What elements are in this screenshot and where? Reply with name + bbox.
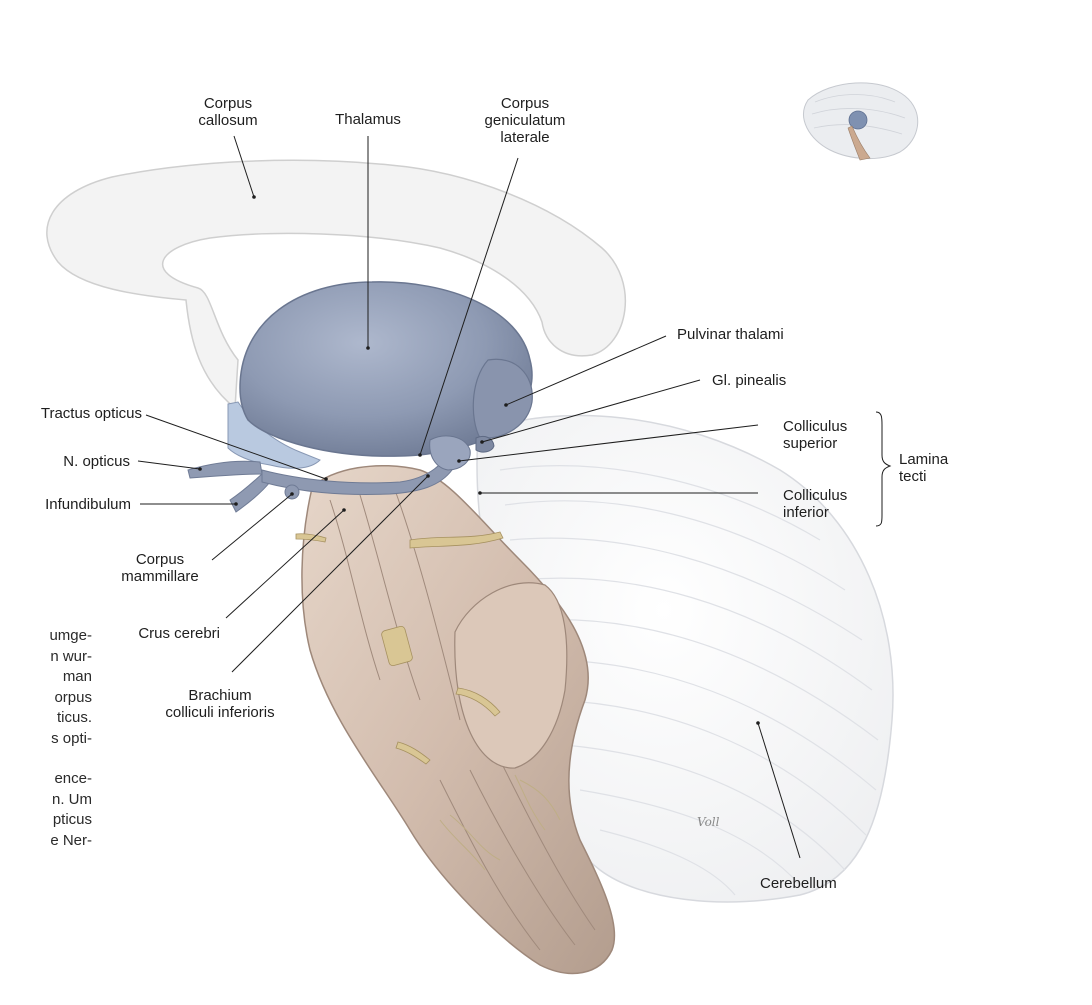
illustrator-signature: Voll (697, 815, 720, 829)
cut-off-body-text: umge- n wur- man orpus ticus. s opti- ence- n. Um pticus e Ner- (49, 627, 92, 849)
label-corpus-callosum: Corpus callosum (198, 95, 258, 129)
label-colliculus-inferior: Colliculus inferior (783, 487, 848, 521)
label-pulvinar-thalami: Pulvinar thalami (677, 326, 784, 343)
label-n-opticus: N. opticus (63, 453, 130, 470)
label-crus-cerebri: Crus cerebri (138, 625, 220, 642)
inset-brain-thumbnail (804, 83, 918, 160)
label-brachium-colliculi-inferioris: Brachium colliculi inferioris (165, 687, 275, 721)
label-gl-pinealis: Gl. pinealis (712, 372, 787, 389)
label-tractus-opticus: Tractus opticus (40, 405, 142, 422)
label-corpus-geniculatum-laterale: Corpus geniculatum laterale (484, 95, 566, 146)
label-lamina-tecti: Lamina tecti (899, 451, 949, 485)
label-colliculus-superior: Colliculus superior (783, 418, 848, 452)
label-cerebellum: Cerebellum (760, 875, 837, 892)
label-corpus-mammillare: Corpus mammillare (121, 551, 199, 585)
label-thalamus: Thalamus (335, 111, 401, 128)
label-infundibulum: Infundibulum (45, 496, 131, 513)
